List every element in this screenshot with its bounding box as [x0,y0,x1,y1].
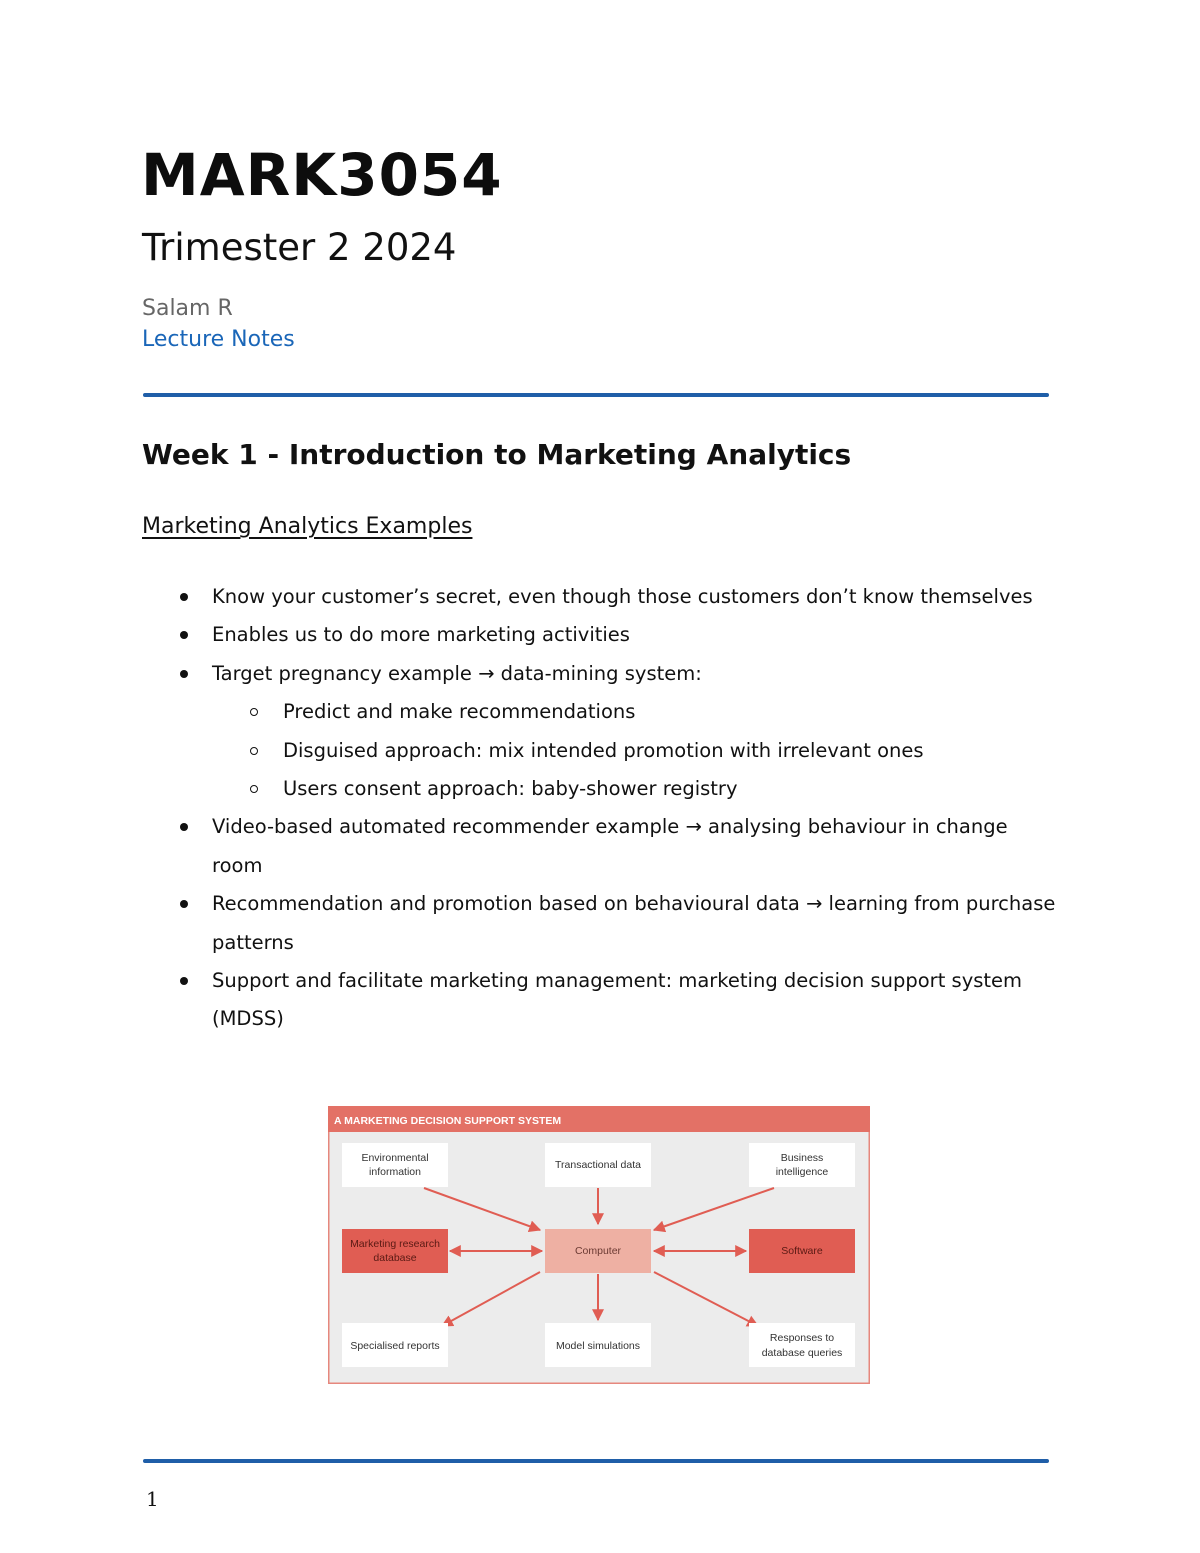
page-number: 1 [146,1487,159,1511]
node-research-label-1: Marketing research [350,1238,440,1250]
bullet-list [212,578,1062,1039]
node-reports-label: Specialised reports [350,1340,440,1352]
mdss-diagram-svg [328,1106,870,1384]
node-database-responses [749,1323,855,1367]
node-research-label-2: database [373,1252,417,1264]
list-item [212,655,1062,809]
list-item: Know your customer’s secret, even though those customers don’t know themselves [212,578,1062,616]
bottom-divider [143,1459,1049,1463]
section-heading: Marketing Analytics Examples [142,514,473,539]
node-business-label-2: intelligence [775,1166,829,1178]
node-transactional-label: Transactional data [555,1159,641,1171]
sub-list-item: Predict and make recommendations [283,693,1062,731]
course-code-title: MARK3054 [141,141,503,209]
node-business-intelligence [749,1143,855,1187]
node-responses-label-1: Responses to [769,1332,835,1344]
mdss-diagram [328,1106,870,1384]
list-item: Recommendation and promotion based on behavioural data → learning from purchase patterns [212,885,1062,962]
sub-list-item: Disguised approach: mix intended promotion with irrelevant ones [283,732,1062,770]
list-item: Enables us to do more marketing activities [212,616,1062,654]
sub-bullet-list [212,693,1062,808]
node-responses-label-2: database queries [761,1347,843,1359]
node-environmental-label-1: Environmental [361,1152,429,1164]
node-marketing-research-database [342,1229,448,1273]
list-item: Video-based automated recommender example → analysing behaviour in change room [212,808,1062,885]
term-subtitle: Trimester 2 2024 [142,226,457,269]
week-heading: Week 1 - Introduction to Marketing Analytics [142,438,852,471]
top-divider [143,393,1049,397]
node-simulations-label: Model simulations [555,1340,641,1352]
sub-list-item: Users consent approach: baby-shower registry [283,770,1062,808]
diagram-title: A MARKETING DECISION SUPPORT SYSTEM [334,1115,562,1127]
node-business-label-1: Business [780,1152,824,1164]
list-item: Support and facilitate marketing management: marketing decision support system (MDSS) [212,962,1062,1039]
author-name: Salam R [142,296,233,321]
document-subtitle: Lecture Notes [142,327,295,352]
node-software-label: Software [781,1245,823,1257]
list-item-text: Target pregnancy example → data-mining system: [212,661,702,685]
node-environmental-information [342,1143,448,1187]
node-computer-label: Computer [574,1245,622,1257]
node-environmental-label-2: information [369,1166,421,1178]
